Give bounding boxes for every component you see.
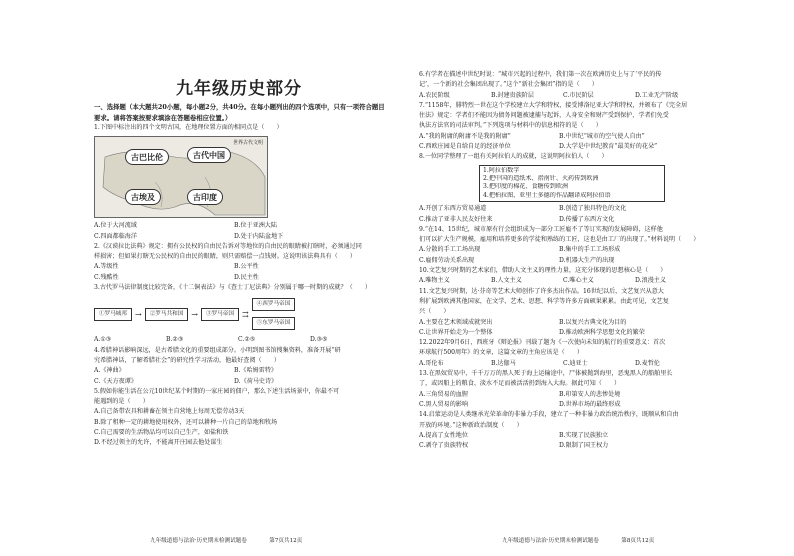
q14-options xyxy=(419,441,794,451)
q11-option-b[interactable]: B.以复兴古典文化为目的 xyxy=(559,318,627,326)
map-title: 世界古代文明 xyxy=(232,140,263,147)
q9-option-a[interactable]: A.分散的手工工场出现 xyxy=(419,246,481,254)
q11-line: 利扩展到欧洲其他国家，在文学、艺术、思想、科学等许多方面硕果累累。由此可见，文艺复 xyxy=(419,297,669,305)
q12-option-a[interactable]: A.哥伦布 xyxy=(419,359,444,367)
q5-line: 5.假如你能生活在公元10世纪某个时期的一家庄园的佃户，那么下述生活场景中，你最不可 xyxy=(94,387,340,395)
q9-options xyxy=(419,245,794,255)
q9-options xyxy=(419,256,794,266)
q13-options xyxy=(419,390,794,400)
q7-options xyxy=(419,142,794,152)
q11-line: 11.文艺复兴时期，达·芬奇等艺术大师创作了许多杰出作品。16世纪以后，文艺复兴从意大 xyxy=(419,287,664,295)
q6-option-c[interactable]: C.市民阶层 xyxy=(563,91,594,99)
q9-line: 们可以扩大生产规模，雇用和培养更多的学徒和熟练的工匠，这也是由工厂的出现了。”材料说明（ ） xyxy=(419,236,700,244)
q5-option-d[interactable]: D.不经过领主的允许，不能离开庄园去他处谋生 xyxy=(94,439,223,447)
q4-option-c[interactable]: C.《天方夜谭》 xyxy=(94,377,137,385)
q3-stem: 3.古代罗马法律制度比较完备，《十二铜表法》与《查士丁尼法典》分别属于哪一时期的成就？（ ） xyxy=(94,284,371,292)
q7-line: 住法》规定：学者们不能因为债务问题被逮捕与起诉，人身安全和财产受到保护，学者们免受 xyxy=(419,112,669,120)
q4-option-a[interactable]: A.《神曲》 xyxy=(94,367,125,375)
q14-line: 14.启蒙运动是人类继承光荣革命的非暴力手段，建立了一种非暴力政治统治秩序，既顺从和自由 xyxy=(419,411,679,419)
map-outline xyxy=(95,137,267,217)
q8-option-b[interactable]: B.创造了独具特色的文化 xyxy=(559,205,627,213)
q5-option-c[interactable]: C.自己需要的生活物品均可以自己生产，如盐和铁 xyxy=(94,429,229,437)
flow-box: ②罗马共和国 xyxy=(145,308,189,321)
arab-achievements-box xyxy=(479,165,665,203)
q7-options xyxy=(419,132,794,142)
q11-option-c[interactable]: C.让世界开始走为一个整体 xyxy=(419,328,493,336)
q4-line: 4.希腊神话影响深远，是古希腊文化的重要组成部分。小明到图书馆搜集资料，准备开展“研 xyxy=(94,346,341,354)
q1-option-c[interactable]: C.四面都临海洋 xyxy=(94,232,137,240)
q10-option-d[interactable]: D.浪漫主义 xyxy=(635,277,666,285)
q4-options xyxy=(94,366,397,376)
q13-options xyxy=(419,400,794,410)
q13-option-d[interactable]: D.世界市场的最终形成 xyxy=(559,400,621,408)
q2-options xyxy=(94,273,397,283)
q1-stem: 1.下图中标注出的四个文明古国，在地理位置方面的相同点是（ ） xyxy=(94,124,283,131)
q7-line: 执法方法官的司法审判。”下列选项与材料中的信息相符的是（ ） xyxy=(419,122,602,130)
rome-flowchart xyxy=(94,296,397,332)
q3-option-a[interactable]: A.①③ xyxy=(94,336,112,344)
q12-line: 环球航行500周年》的文章，这篇文章的主角应该是（ ） xyxy=(419,349,583,357)
q1-option-a[interactable]: A.位于大河流域 xyxy=(94,222,137,230)
map-label-egypt: 古埃及 xyxy=(125,189,161,205)
q13-line: 13.在黑奴贸易中，千千万万的黑人死于海上运输途中，尸体被抛到海里，恶鬼黑人的船舶里长 xyxy=(419,370,673,378)
q13-option-a[interactable]: A.三角贸易的血腥 xyxy=(419,390,468,398)
q4-line: 究希腊神话，了解希腊社会”的研究性学习活动，他最好查阅（ ） xyxy=(94,356,280,364)
box-line: 2.把中国的造纸术、指南针、火药传到欧洲 xyxy=(483,175,599,183)
q2-option-a[interactable]: A.等级性 xyxy=(94,263,119,271)
q9-option-c[interactable]: C.雇佣劳动关系出现 xyxy=(419,256,475,264)
q7-option-a[interactable]: A.“我的附庸的附庸不是我的附庸” xyxy=(419,132,511,140)
q1-options xyxy=(94,221,397,231)
right-page xyxy=(397,0,794,556)
q5-option-b[interactable]: B.除了租种一定的耕地使用权外，还可以耕种一片自己的草地和牧场 xyxy=(94,418,278,426)
q8-options xyxy=(419,204,794,214)
q3-option-b[interactable]: B.②③ xyxy=(166,336,184,344)
arrow-icon: → xyxy=(191,309,198,319)
q12-option-d[interactable]: D.麦哲伦 xyxy=(635,359,660,367)
q7-line: 7.“1158年，腓特烈一世在这个学校建立大学和特权，接受博洛尼亚大学和特权，并颁布了《完全居 xyxy=(419,101,688,109)
q5-option-a[interactable]: A.自己备带农具和耕畜在领主自营地上每周无偿劳动3天 xyxy=(94,408,245,416)
q14-option-b[interactable]: B.实现了民族独立 xyxy=(559,431,609,439)
q6-line: 记’，一个新的社会集团出现了。”这个“新社会集团”指的是（ ） xyxy=(419,81,598,89)
section-heading: 一、选择题（本大题共20小题，每小题2分，共40分。在每小题列出的四个选项中，只有一项符合题目要求。请将答案按要求填涂在答题卷相应位置。） xyxy=(94,103,385,122)
q3-option-c[interactable]: C.②⑤ xyxy=(238,336,256,344)
q7-option-b[interactable]: B.中世纪“城市的空气使人自由” xyxy=(559,132,645,140)
q2-option-c[interactable]: C.残酷性 xyxy=(94,273,119,281)
q11-options xyxy=(419,328,794,338)
q2-line: 2.《汉谟拉比法典》规定：拥有公民权的自由民告诉对等地位的自由民的眼睛被打瞎时，必须通过同 xyxy=(94,242,362,250)
box-line: 3.把印度的棉花、食糖传到欧洲 xyxy=(483,183,569,191)
flow-split xyxy=(252,298,296,330)
q6-option-a[interactable]: A.农民阶级 xyxy=(419,91,450,99)
q10-option-c[interactable]: C.唯心主义 xyxy=(563,277,594,285)
q3-options xyxy=(94,335,397,345)
q6-line: 6.有学者在描述中世纪时说：“城市兴起的过程中，我们第一次在欧洲历史上与了‘平民的传 xyxy=(419,71,662,78)
flow-box: ⑤东罗马帝国 xyxy=(252,317,296,330)
page-title: 九年级历史部分 xyxy=(176,79,302,99)
q2-option-b[interactable]: B.公平性 xyxy=(234,263,259,271)
q4-options xyxy=(94,377,397,387)
page-footer: 九年级道德与法治·历史期末检测试题卷 第7页共12页 xyxy=(150,538,303,544)
q12-options xyxy=(419,359,794,369)
q11-options xyxy=(419,318,794,328)
q7-option-c[interactable]: C.西欧庄园是自给自足的经济单位 xyxy=(419,143,511,151)
page-footer: 九年级道德与法治·历史期末检测试题卷 第8页共12页 xyxy=(502,538,655,544)
q6-option-d[interactable]: D.工业无产阶级 xyxy=(635,91,679,99)
flow-box: ①罗马城邦 xyxy=(94,308,132,321)
q8-option-a[interactable]: A.开创了东西方贸易通道 xyxy=(419,205,487,213)
box-line: 4.把柏拉图、亚里士多德的作品翻译成阿拉伯语 xyxy=(483,191,611,199)
q1-options xyxy=(94,232,397,242)
arrow-icon: ⇉ xyxy=(241,309,249,319)
q1-option-d[interactable]: D.处于内陆盆地下 xyxy=(234,232,284,240)
q8-options xyxy=(419,215,794,225)
q10-option-a[interactable]: A.唯物主义 xyxy=(419,277,450,285)
q7-option-d[interactable]: D.大学是中世纪教育“最美好的花朵” xyxy=(559,143,658,151)
q2-option-d[interactable]: D.民主性 xyxy=(234,273,259,281)
q13-option-b[interactable]: B.印第安人的悲惨处境 xyxy=(559,390,621,398)
q11-line: 兴（ ） xyxy=(419,308,450,316)
q10-stem: 10.文艺复兴时期的艺术家们，借助人文主义的理性力量，这充分体现的思想核心是（ ） xyxy=(419,267,667,275)
q8-option-c[interactable]: C.推动了亚非人民友好往来 xyxy=(419,215,493,223)
map-label-india: 古印度 xyxy=(187,189,223,205)
q14-options xyxy=(419,431,794,441)
flow-box: ④西罗马帝国 xyxy=(252,298,296,311)
q2-line: 样损害；但如果打瞎无公民权的自由民的眼睛，则只需赔偿一点钱财。这说明该法典具有（ ） xyxy=(94,253,357,261)
q14-option-a[interactable]: A.提高了女性地位 xyxy=(419,431,468,439)
map-label-china: 古代中国 xyxy=(187,147,231,163)
flow-box: ③罗马帝国 xyxy=(201,308,239,321)
q10-options xyxy=(419,276,794,286)
q13-line: 了，或因船上的粮食、淡水不足而被活活扔到海入大海。据此可知（ ） xyxy=(419,380,621,388)
q8-stem: 8.一位同学整理了一组有关阿拉伯人的成就，这说明阿拉伯人（ ） xyxy=(419,153,608,161)
box-line: 1.阿拉伯数字 xyxy=(483,166,520,174)
q1-option-b[interactable]: B.位于亚洲大陆 xyxy=(234,222,277,230)
q8-option-d[interactable]: D.传播了东西方文化 xyxy=(559,215,615,223)
q12-option-b[interactable]: B.达伽马 xyxy=(491,359,516,367)
map-label-babylon: 古巴比伦 xyxy=(125,149,169,165)
q9-option-b[interactable]: B.集中的手工工场形成 xyxy=(559,246,621,254)
civilization-map xyxy=(94,136,268,218)
q10-option-b[interactable]: B.人文主义 xyxy=(491,277,522,285)
q6-option-b[interactable]: B.封建贵族阶层 xyxy=(491,91,534,99)
q14-line: 开放的环境。”这种新政治制度（ ） xyxy=(419,421,523,429)
q11-option-d[interactable]: D.推动欧洲科学思想文化的繁荣 xyxy=(559,328,645,336)
q9-line: 9.“在14、15世纪，城市原有行会组织成为一部分工匠雇不了等订实现的发展障碍，这样他 xyxy=(419,225,663,233)
q12-option-c[interactable]: C.迪亚士 xyxy=(563,359,588,367)
q4-option-d[interactable]: D.《荷马史诗》 xyxy=(234,377,278,385)
q3-option-d[interactable]: D.③⑤ xyxy=(310,336,328,344)
arrow-icon: → xyxy=(134,309,142,319)
q2-options xyxy=(94,262,397,272)
q14-option-c[interactable]: C.剥夺了贵族特权 xyxy=(419,442,469,450)
q6-options xyxy=(419,91,794,101)
q5-line: 能遇到的是（ ） xyxy=(94,398,149,406)
q11-option-a[interactable]: A.主要在艺术领域成就突出 xyxy=(419,318,493,326)
q12-line: 12.2022年9月6日，西班牙《辩论报》刊载了题为《一次使向未知的航行的重要意义：首次 xyxy=(419,339,666,347)
q4-option-b[interactable]: B.《哈姆雷特》 xyxy=(234,367,277,375)
q9-option-d[interactable]: D.机器大生产的出现 xyxy=(559,256,615,264)
q13-option-c[interactable]: C.黑人贸易的影响 xyxy=(419,400,469,408)
q14-option-d[interactable]: D.限制了国王权力 xyxy=(559,442,609,450)
